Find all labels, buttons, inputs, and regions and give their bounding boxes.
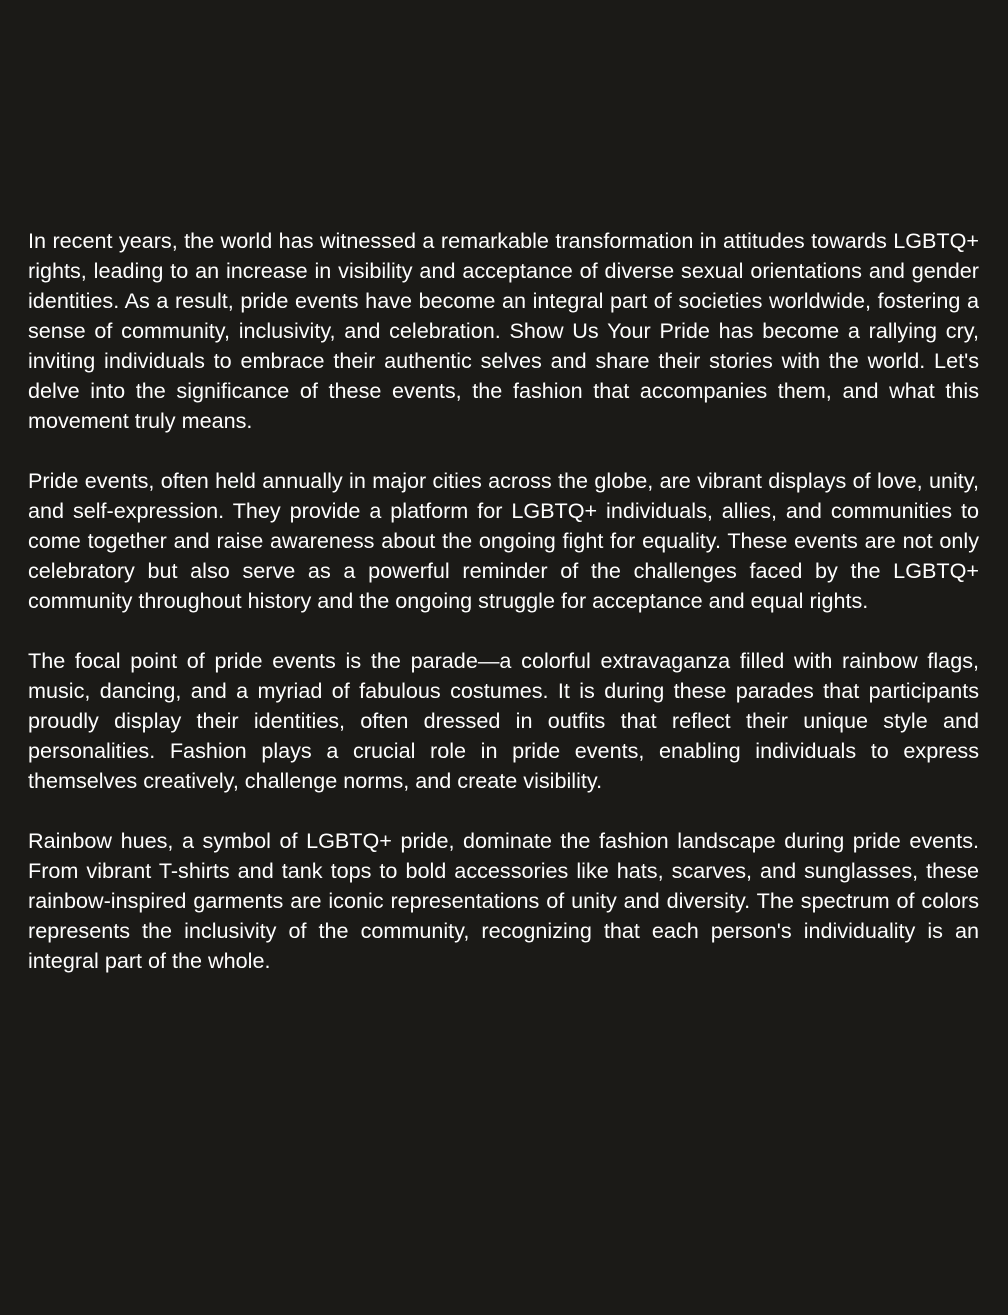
paragraph-rainbow-fashion: Rainbow hues, a symbol of LGBTQ+ pride, dominate the fashion landscape during pride events. From vibrant T-shirts and tank tops to bold accessories like hats, scarves, and sunglasses, these rainbow-inspired garments are iconic representations of unity and diversity. The spectrum of colors represents the inclusivity of the community, recognizing that each person's individuality is an integral part of the whole. [28,828,979,973]
paragraph-parade: The focal point of pride events is the parade—a colorful extravaganza filled with rainbow flags, music, dancing, and a myriad of fabulous costumes. It is during these parades that participants proudly display their identities, often dressed in outfits that reflect their unique style and personalities. Fashion plays a crucial role in pride events, enabling individuals to express themselves creatively, challenge norms, and create visibility. [28,648,979,793]
paragraph-pride-events: Pride events, often held annually in major cities across the globe, are vibrant displays of love, unity, and self-expression. They provide a platform for LGBTQ+ individuals, allies, and communities to come together and raise awareness about the ongoing fight for equality. These events are not only celebratory but also serve as a powerful reminder of the challenges faced by the LGBTQ+ community throughout history and the ongoing struggle for acceptance and equal rights. [28,468,979,613]
paragraph-intro: In recent years, the world has witnessed a remarkable transformation in attitudes towards LGBTQ+ rights, leading to an increase in visibility and acceptance of diverse sexual orientations and gender identities. As a result, pride events have become an integral part of societies worldwide, fostering a sense of community, inclusivity, and celebration. Show Us Your Pride has become a rallying cry, inviting individuals to embrace their authentic selves and share their stories with the world. Let's delve into the significance of these events, the fashion that accompanies them, and what this movement truly means. [28,228,979,433]
article-body [28,226,979,976]
